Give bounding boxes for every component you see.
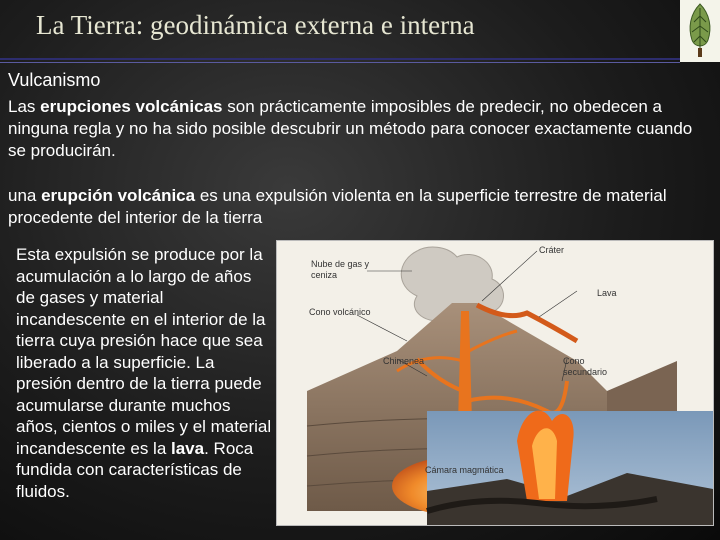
label-cono: Cono volcánico xyxy=(309,307,371,317)
label-chimenea: Chimenea xyxy=(383,356,425,366)
section-heading: Vulcanismo xyxy=(8,70,101,90)
tree-icon xyxy=(680,0,720,62)
label-secundario: Cono secundario xyxy=(563,356,608,377)
volcano-diagram xyxy=(276,240,714,526)
volcano-illustration xyxy=(277,241,713,525)
paragraph-definicion: una erupción volcánica es una expulsión violenta en la superficie terrestre de material procedente del interior de la tierra xyxy=(8,186,667,227)
label-nube: Nube de gas y ceniza xyxy=(311,259,370,280)
title-rule xyxy=(0,58,680,60)
paragraph-expulsion: Esta expulsión se produce por la acumulación a lo largo de años de gases y material incandescente en el interior de la tierra cuya presión hace que sea liberado a la superficie. La presión dentro de la tierra puede acumularse durante muchos años, cientos o miles y el material incandescente es la lava. Roca fundida con características de fluidos. xyxy=(16,245,272,501)
label-camara: Cámara magmática xyxy=(425,465,504,475)
label-crater: Cráter xyxy=(539,245,565,255)
title-rule-thin xyxy=(0,62,680,63)
slide-title: La Tierra: geodinámica externa e interna xyxy=(36,10,475,40)
paragraph-erupciones: Las erupciones volcánicas son prácticamente imposibles de predecir, no obedecen a ninguna regla y no ha sido posible descubrir un método para conocer exactamente cuando se producirán. xyxy=(8,97,693,160)
label-lava: Lava xyxy=(597,288,617,298)
